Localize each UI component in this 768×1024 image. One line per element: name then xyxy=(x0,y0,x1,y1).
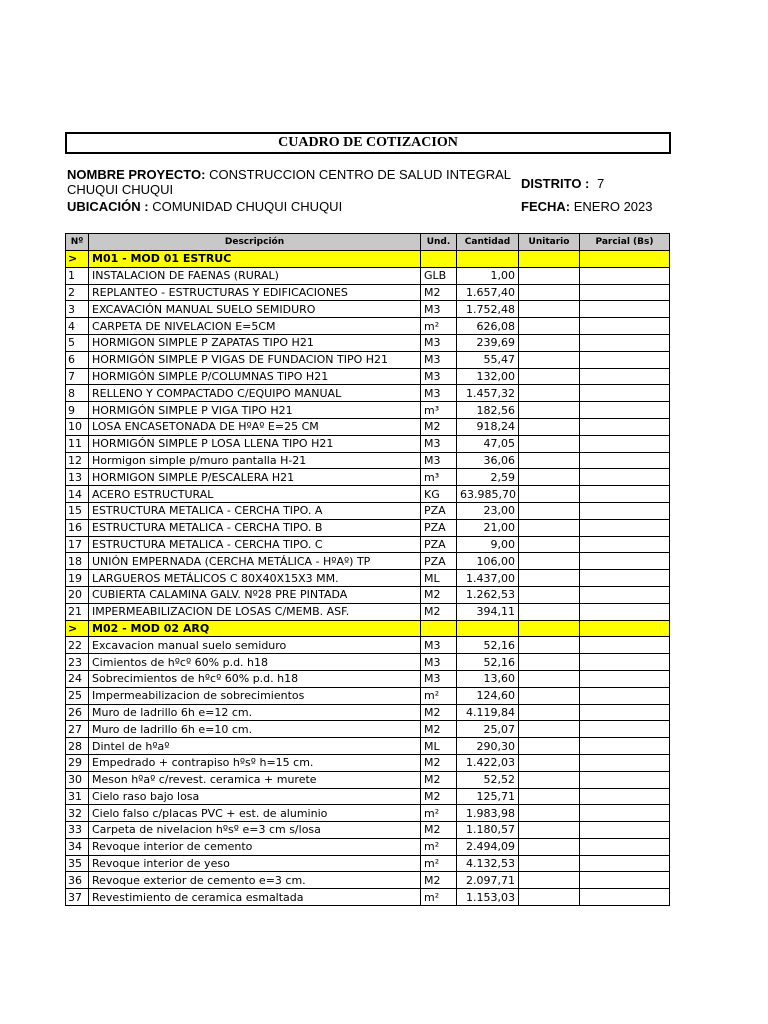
header-partial: Parcial (Bs) xyxy=(580,234,670,251)
row-unit: M2 xyxy=(421,754,457,771)
row-quantity: 626,08 xyxy=(457,318,519,335)
table-row xyxy=(66,469,670,486)
row-unit-price xyxy=(519,838,580,855)
table-row xyxy=(66,267,670,284)
row-partial xyxy=(580,486,670,503)
row-quantity: 1.752,48 xyxy=(457,301,519,318)
row-unit: ML xyxy=(421,570,457,587)
row-unit: M3 xyxy=(421,637,457,654)
row-unit-price xyxy=(519,805,580,822)
row-number: 27 xyxy=(66,721,89,738)
row-quantity: 52,52 xyxy=(457,771,519,788)
row-unit-price xyxy=(519,771,580,788)
table-row xyxy=(66,822,670,839)
row-unit-price xyxy=(519,889,580,906)
row-partial xyxy=(580,334,670,351)
row-number: 36 xyxy=(66,872,89,889)
row-number: 18 xyxy=(66,553,89,570)
row-description: REPLANTEO - ESTRUCTURAS Y EDIFICACIONES xyxy=(89,284,421,301)
row-description: EXCAVACIÓN MANUAL SUELO SEMIDURO xyxy=(89,301,421,318)
row-quantity xyxy=(457,251,519,268)
row-unit-price xyxy=(519,620,580,637)
row-unit-price xyxy=(519,351,580,368)
table-header-row xyxy=(66,234,670,251)
row-quantity: 918,24 xyxy=(457,418,519,435)
row-quantity: 21,00 xyxy=(457,519,519,536)
row-partial xyxy=(580,318,670,335)
row-number: 32 xyxy=(66,805,89,822)
row-quantity: 394,11 xyxy=(457,603,519,620)
row-unit: M2 xyxy=(421,284,457,301)
row-number: 30 xyxy=(66,771,89,788)
row-unit: M2 xyxy=(421,788,457,805)
row-description: HORMIGON SIMPLE P ZAPATAS TIPO H21 xyxy=(89,334,421,351)
row-quantity: 23,00 xyxy=(457,502,519,519)
row-unit-price xyxy=(519,385,580,402)
row-partial xyxy=(580,519,670,536)
row-unit: M2 xyxy=(421,822,457,839)
table-row xyxy=(66,872,670,889)
row-unit: M3 xyxy=(421,334,457,351)
row-number: 1 xyxy=(66,267,89,284)
row-unit: M2 xyxy=(421,603,457,620)
project-name-value-line1: CONSTRUCCION CENTRO DE SALUD INTEGRAL xyxy=(209,167,511,182)
row-number: 20 xyxy=(66,586,89,603)
row-unit-price xyxy=(519,502,580,519)
row-partial xyxy=(580,738,670,755)
row-number: 16 xyxy=(66,519,89,536)
quotation-table xyxy=(65,233,670,906)
project-name-value-line2: CHUQUI CHUQUI xyxy=(67,182,174,197)
row-unit: M3 xyxy=(421,654,457,671)
row-unit-price xyxy=(519,251,580,268)
row-unit-price xyxy=(519,855,580,872)
row-unit-price xyxy=(519,637,580,654)
row-description: Impermeabilizacion de sobrecimientos xyxy=(89,687,421,704)
row-description: Excavacion manual suelo semiduro xyxy=(89,637,421,654)
row-description: ESTRUCTURA METALICA - CERCHA TIPO. A xyxy=(89,502,421,519)
row-quantity: 1.983,98 xyxy=(457,805,519,822)
row-unit: m² xyxy=(421,855,457,872)
row-number: > xyxy=(66,620,89,637)
row-description: ESTRUCTURA METALICA - CERCHA TIPO. C xyxy=(89,536,421,553)
table-row xyxy=(66,402,670,419)
row-partial xyxy=(580,771,670,788)
row-quantity: 239,69 xyxy=(457,334,519,351)
project-location xyxy=(67,199,342,215)
row-partial xyxy=(580,721,670,738)
row-number: 7 xyxy=(66,368,89,385)
row-partial xyxy=(580,805,670,822)
project-name-line2 xyxy=(67,182,173,198)
table-row xyxy=(66,670,670,687)
row-unit-price xyxy=(519,872,580,889)
row-quantity: 36,06 xyxy=(457,452,519,469)
row-quantity: 47,05 xyxy=(457,435,519,452)
table-row xyxy=(66,738,670,755)
table-row xyxy=(66,721,670,738)
row-quantity: 4.119,84 xyxy=(457,704,519,721)
row-unit xyxy=(421,251,457,268)
district-value: 7 xyxy=(597,176,605,191)
section-row xyxy=(66,251,670,268)
row-quantity: 2.097,71 xyxy=(457,872,519,889)
row-number: 10 xyxy=(66,418,89,435)
row-unit-price xyxy=(519,536,580,553)
row-quantity xyxy=(457,620,519,637)
row-quantity: 25,07 xyxy=(457,721,519,738)
row-quantity: 4.132,53 xyxy=(457,855,519,872)
row-number: 14 xyxy=(66,486,89,503)
row-number: 25 xyxy=(66,687,89,704)
row-unit-price xyxy=(519,570,580,587)
table-row xyxy=(66,301,670,318)
row-description: Cielo raso bajo losa xyxy=(89,788,421,805)
row-unit: m² xyxy=(421,318,457,335)
row-partial xyxy=(580,872,670,889)
row-partial xyxy=(580,889,670,906)
row-description: UNIÓN EMPERNADA (CERCHA METÁLICA - HºAº) TP xyxy=(89,553,421,570)
row-number: 34 xyxy=(66,838,89,855)
row-partial xyxy=(580,402,670,419)
location-value: COMUNIDAD CHUQUI CHUQUI xyxy=(152,199,343,214)
row-description: Revoque exterior de cemento e=3 cm. xyxy=(89,872,421,889)
row-number: 24 xyxy=(66,670,89,687)
row-unit xyxy=(421,620,457,637)
row-partial xyxy=(580,502,670,519)
row-number: 29 xyxy=(66,754,89,771)
header-quantity: Cantidad xyxy=(457,234,519,251)
row-number: 28 xyxy=(66,738,89,755)
row-description: CUBIERTA CALAMINA GALV. Nº28 PRE PINTADA xyxy=(89,586,421,603)
row-quantity: 1.422,03 xyxy=(457,754,519,771)
table-row xyxy=(66,855,670,872)
row-number: 9 xyxy=(66,402,89,419)
row-number: 13 xyxy=(66,469,89,486)
table-row xyxy=(66,654,670,671)
row-number: 17 xyxy=(66,536,89,553)
table-row xyxy=(66,771,670,788)
row-unit-price xyxy=(519,586,580,603)
row-partial xyxy=(580,251,670,268)
table-row xyxy=(66,418,670,435)
row-unit: m³ xyxy=(421,469,457,486)
row-quantity: 63.985,70 xyxy=(457,486,519,503)
table-row xyxy=(66,704,670,721)
row-unit-price xyxy=(519,469,580,486)
row-partial xyxy=(580,435,670,452)
row-unit-price xyxy=(519,368,580,385)
row-quantity: 9,00 xyxy=(457,536,519,553)
row-number: 19 xyxy=(66,570,89,587)
row-description: IMPERMEABILIZACION DE LOSAS C/MEMB. ASF. xyxy=(89,603,421,620)
row-unit: M3 xyxy=(421,301,457,318)
row-partial xyxy=(580,301,670,318)
table-row xyxy=(66,284,670,301)
row-number: 4 xyxy=(66,318,89,335)
project-date xyxy=(521,199,653,215)
row-partial xyxy=(580,670,670,687)
row-number: 6 xyxy=(66,351,89,368)
row-partial xyxy=(580,855,670,872)
row-description: HORMIGÓN SIMPLE P VIGA TIPO H21 xyxy=(89,402,421,419)
table-row xyxy=(66,637,670,654)
row-unit: PZA xyxy=(421,553,457,570)
row-description: Cimientos de hºcº 60% p.d. h18 xyxy=(89,654,421,671)
row-quantity: 106,00 xyxy=(457,553,519,570)
row-unit: m² xyxy=(421,838,457,855)
row-description: Revoque interior de yeso xyxy=(89,855,421,872)
row-description: M02 - MOD 02 ARQ xyxy=(89,620,421,637)
table-row xyxy=(66,519,670,536)
row-unit-price xyxy=(519,402,580,419)
row-unit-price xyxy=(519,267,580,284)
row-unit-price xyxy=(519,519,580,536)
row-partial xyxy=(580,754,670,771)
row-number: 12 xyxy=(66,452,89,469)
row-unit: PZA xyxy=(421,519,457,536)
row-unit-price xyxy=(519,788,580,805)
row-unit-price xyxy=(519,334,580,351)
row-partial xyxy=(580,284,670,301)
row-quantity: 1.153,03 xyxy=(457,889,519,906)
row-description: HORMIGON SIMPLE P/ESCALERA H21 xyxy=(89,469,421,486)
row-description: HORMIGÓN SIMPLE P/COLUMNAS TIPO H21 xyxy=(89,368,421,385)
row-partial xyxy=(580,452,670,469)
row-description: RELLENO Y COMPACTADO C/EQUIPO MANUAL xyxy=(89,385,421,402)
row-quantity: 132,00 xyxy=(457,368,519,385)
row-number: 15 xyxy=(66,502,89,519)
table-row xyxy=(66,536,670,553)
row-unit-price xyxy=(519,704,580,721)
row-partial xyxy=(580,553,670,570)
row-partial xyxy=(580,637,670,654)
row-unit-price xyxy=(519,670,580,687)
row-unit: KG xyxy=(421,486,457,503)
table-row xyxy=(66,788,670,805)
row-description: Empedrado + contrapiso hºsº h=15 cm. xyxy=(89,754,421,771)
row-partial xyxy=(580,603,670,620)
table-row xyxy=(66,553,670,570)
row-quantity: 2.494,09 xyxy=(457,838,519,855)
row-quantity: 1.437,00 xyxy=(457,570,519,587)
row-unit: M3 xyxy=(421,452,457,469)
row-quantity: 290,30 xyxy=(457,738,519,755)
row-unit: m² xyxy=(421,889,457,906)
row-description: M01 - MOD 01 ESTRUC xyxy=(89,251,421,268)
row-unit-price xyxy=(519,435,580,452)
row-partial xyxy=(580,418,670,435)
row-partial xyxy=(580,351,670,368)
row-description: Carpeta de nivelacion hºsº e=3 cm s/losa xyxy=(89,822,421,839)
row-partial xyxy=(580,536,670,553)
row-quantity: 182,56 xyxy=(457,402,519,419)
row-unit-price xyxy=(519,301,580,318)
table-row xyxy=(66,334,670,351)
row-unit: M2 xyxy=(421,704,457,721)
row-unit: m² xyxy=(421,805,457,822)
row-quantity: 52,16 xyxy=(457,654,519,671)
row-description: Dintel de hºaº xyxy=(89,738,421,755)
table-row xyxy=(66,754,670,771)
row-description: ACERO ESTRUCTURAL xyxy=(89,486,421,503)
row-quantity: 1.657,40 xyxy=(457,284,519,301)
row-number: 33 xyxy=(66,822,89,839)
row-unit-price xyxy=(519,822,580,839)
row-quantity: 52,16 xyxy=(457,637,519,654)
date-label: FECHA: xyxy=(521,199,571,214)
row-description: HORMIGÓN SIMPLE P VIGAS DE FUNDACION TIPO H21 xyxy=(89,351,421,368)
row-unit-price xyxy=(519,654,580,671)
row-partial xyxy=(580,586,670,603)
row-description: Revestimiento de ceramica esmaltada xyxy=(89,889,421,906)
page-title: CUADRO DE COTIZACION xyxy=(65,132,671,154)
row-quantity: 1.262,53 xyxy=(457,586,519,603)
row-description: HORMIGÓN SIMPLE P LOSA LLENA TIPO H21 xyxy=(89,435,421,452)
table-row xyxy=(66,502,670,519)
row-unit-price xyxy=(519,318,580,335)
section-row xyxy=(66,620,670,637)
table-row xyxy=(66,452,670,469)
row-number: 5 xyxy=(66,334,89,351)
row-partial xyxy=(580,654,670,671)
table-row xyxy=(66,368,670,385)
row-description: Muro de ladrillo 6h e=12 cm. xyxy=(89,704,421,721)
table-row xyxy=(66,838,670,855)
row-partial xyxy=(580,368,670,385)
table-row xyxy=(66,586,670,603)
row-number: 22 xyxy=(66,637,89,654)
row-unit: M2 xyxy=(421,418,457,435)
row-description: Meson hºaº c/revest. ceramica + murete xyxy=(89,771,421,788)
table-row xyxy=(66,687,670,704)
row-description: INSTALACION DE FAENAS (RURAL) xyxy=(89,267,421,284)
table-row xyxy=(66,805,670,822)
row-unit: M2 xyxy=(421,771,457,788)
row-partial xyxy=(580,620,670,637)
row-description: Muro de ladrillo 6h e=10 cm. xyxy=(89,721,421,738)
table-row xyxy=(66,570,670,587)
header-description: Descripción xyxy=(89,234,421,251)
row-quantity: 13,60 xyxy=(457,670,519,687)
row-description: LOSA ENCASETONADA DE HºAº E=25 CM xyxy=(89,418,421,435)
table-row xyxy=(66,385,670,402)
table-row xyxy=(66,435,670,452)
row-number: 21 xyxy=(66,603,89,620)
row-unit: m² xyxy=(421,687,457,704)
row-quantity: 1.457,32 xyxy=(457,385,519,402)
row-partial xyxy=(580,687,670,704)
row-unit-price xyxy=(519,452,580,469)
table-row xyxy=(66,486,670,503)
row-unit-price xyxy=(519,603,580,620)
row-partial xyxy=(580,822,670,839)
header-number: Nº xyxy=(66,234,89,251)
row-description: CARPETA DE NIVELACION E=5CM xyxy=(89,318,421,335)
row-unit: PZA xyxy=(421,502,457,519)
row-partial xyxy=(580,838,670,855)
row-unit-price xyxy=(519,284,580,301)
row-number: 23 xyxy=(66,654,89,671)
row-unit: ML xyxy=(421,738,457,755)
project-name-label: NOMBRE PROYECTO: xyxy=(67,167,206,182)
table-row xyxy=(66,318,670,335)
row-number: 37 xyxy=(66,889,89,906)
table-row xyxy=(66,603,670,620)
row-number: 8 xyxy=(66,385,89,402)
row-unit: M2 xyxy=(421,872,457,889)
row-quantity: 124,60 xyxy=(457,687,519,704)
table-row xyxy=(66,351,670,368)
row-description: ESTRUCTURA METALICA - CERCHA TIPO. B xyxy=(89,519,421,536)
row-number: 26 xyxy=(66,704,89,721)
row-unit: PZA xyxy=(421,536,457,553)
row-unit: GLB xyxy=(421,267,457,284)
row-partial xyxy=(580,469,670,486)
date-value: ENERO 2023 xyxy=(573,199,653,214)
row-unit: m³ xyxy=(421,402,457,419)
row-unit-price xyxy=(519,687,580,704)
row-partial xyxy=(580,267,670,284)
row-number: 31 xyxy=(66,788,89,805)
row-partial xyxy=(580,788,670,805)
row-quantity: 2,59 xyxy=(457,469,519,486)
row-quantity: 55,47 xyxy=(457,351,519,368)
row-unit-price xyxy=(519,418,580,435)
row-unit: M3 xyxy=(421,385,457,402)
row-unit: M3 xyxy=(421,351,457,368)
row-unit: M3 xyxy=(421,670,457,687)
header-unit-price: Unitario xyxy=(519,234,580,251)
row-number: 3 xyxy=(66,301,89,318)
row-unit: M3 xyxy=(421,435,457,452)
row-number: > xyxy=(66,251,89,268)
row-description: Sobrecimientos de hºcº 60% p.d. h18 xyxy=(89,670,421,687)
row-quantity: 125,71 xyxy=(457,788,519,805)
row-unit: M2 xyxy=(421,586,457,603)
row-unit-price xyxy=(519,721,580,738)
row-description: Cielo falso c/placas PVC + est. de aluminio xyxy=(89,805,421,822)
row-unit-price xyxy=(519,553,580,570)
project-district xyxy=(521,176,604,192)
row-description: Hormigon simple p/muro pantalla H-21 xyxy=(89,452,421,469)
district-label: DISTRITO : xyxy=(521,176,590,191)
row-quantity: 1,00 xyxy=(457,267,519,284)
row-partial xyxy=(580,570,670,587)
row-description: Revoque interior de cemento xyxy=(89,838,421,855)
table-row xyxy=(66,889,670,906)
row-number: 11 xyxy=(66,435,89,452)
header-unit: Und. xyxy=(421,234,457,251)
row-partial xyxy=(580,704,670,721)
location-label: UBICACIÓN : xyxy=(67,199,149,214)
row-unit: M2 xyxy=(421,721,457,738)
row-unit-price xyxy=(519,486,580,503)
row-description: LARGUEROS METÁLICOS C 80X40X15X3 MM. xyxy=(89,570,421,587)
row-partial xyxy=(580,385,670,402)
project-name xyxy=(67,167,511,183)
row-unit-price xyxy=(519,754,580,771)
row-quantity: 1.180,57 xyxy=(457,822,519,839)
row-unit-price xyxy=(519,738,580,755)
row-number: 35 xyxy=(66,855,89,872)
row-unit: M3 xyxy=(421,368,457,385)
row-number: 2 xyxy=(66,284,89,301)
